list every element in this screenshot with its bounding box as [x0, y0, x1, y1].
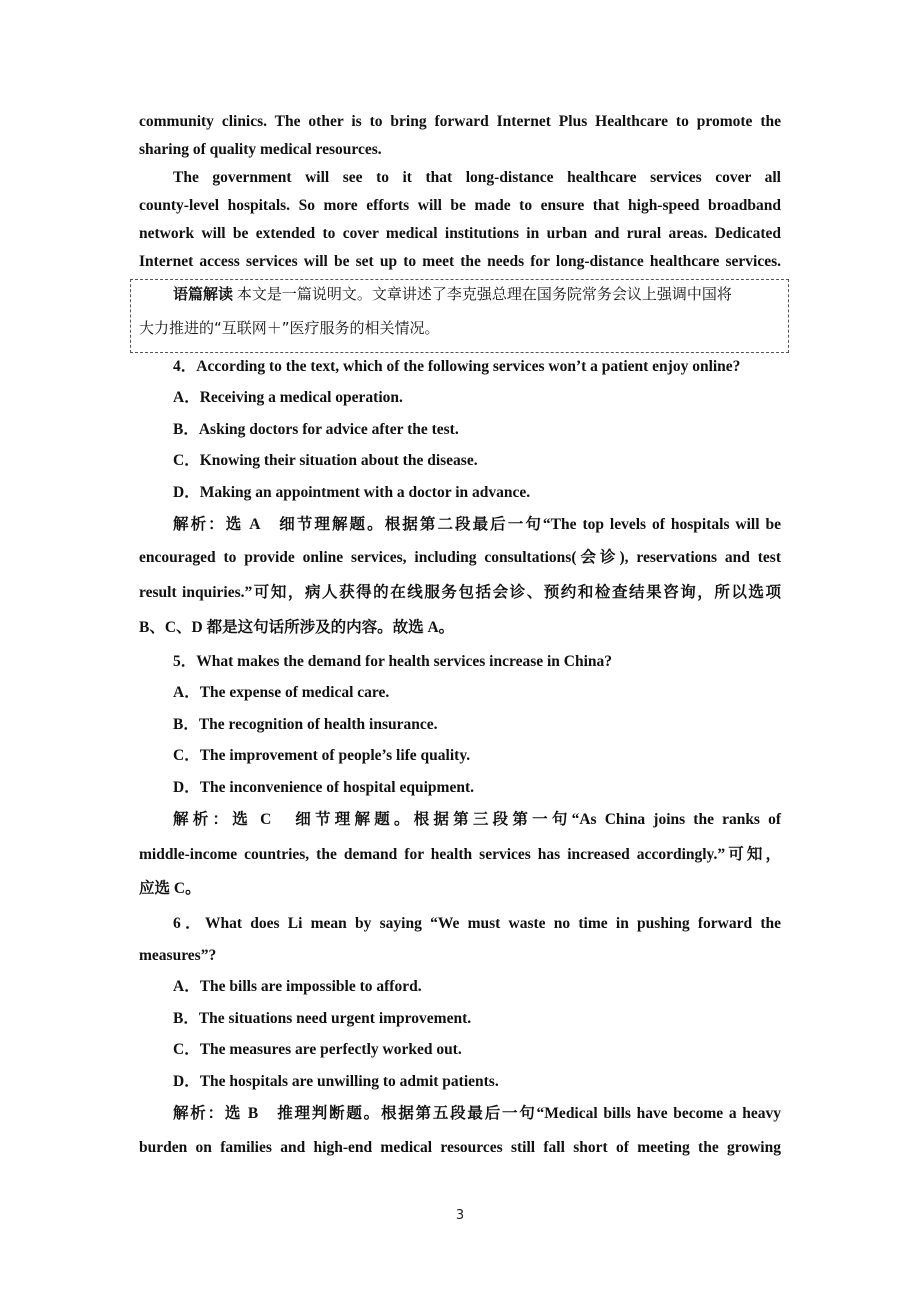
question-4-stem: 4．According to the text, which of the following services won’t a patient enjoy online?	[173, 358, 741, 375]
page-number: 3	[455, 1208, 465, 1223]
question-6-stem-cont: measures”?	[139, 947, 217, 964]
q6-option-b: B．The situations need urgent improvement.	[173, 1010, 472, 1027]
q6-analysis-line: burden on families and high-end medical resources still fall short of meeting the growing	[139, 1139, 781, 1156]
passage-line: county-level hospitals. So more efforts will be made to ensure that high-speed broadband	[139, 197, 781, 214]
passage-line: Internet access services will be set up to meet the needs for long-distance healthcare services.	[139, 253, 781, 270]
summary-line: 大力推进的“互联网＋”医疗服务的相关情况。	[139, 319, 440, 337]
summary-line	[139, 284, 781, 305]
q4-analysis-line: result inquiries.”可知，病人获得的在线服务包括会诊、预约和检查结果咨询，所以选项	[139, 584, 781, 601]
q6-option-d: D．The hospitals are unwilling to admit patients.	[173, 1073, 499, 1090]
passage-line: sharing of quality medical resources.	[139, 141, 382, 158]
q4-option-a: A．Receiving a medical operation.	[173, 389, 403, 406]
q4-option-d: D．Making an appointment with a doctor in advance.	[173, 484, 531, 501]
q5-option-b: B．The recognition of health insurance.	[173, 716, 438, 733]
q5-option-c: C．The improvement of people’s life quality.	[173, 747, 471, 764]
q5-analysis-line: middle-income countries, the demand for health services has increased accordingly.”可知，	[139, 846, 781, 863]
q5-option-a: A．The expense of medical care.	[173, 684, 390, 701]
q5-analysis-line: 应选 C。	[139, 880, 201, 897]
q6-option-c: C．The measures are perfectly worked out.	[173, 1041, 462, 1058]
q4-analysis-line: encouraged to provide online services, including consultations(会诊), reservations and test	[139, 549, 781, 566]
passage-line: The government will see to it that long-distance healthcare services cover all	[173, 169, 781, 186]
passage-line: network will be extended to cover medical institutions in urban and rural areas. Dedicated	[139, 225, 781, 242]
q6-option-a: A．The bills are impossible to afford.	[173, 978, 422, 995]
summary-label: 语篇解读	[173, 285, 234, 303]
summary-text: 本文是一篇说明文。文章讲述了李克强总理在国务院常务会议上强调中国将	[236, 285, 732, 303]
question-5-stem: 5．What makes the demand for health services increase in China?	[173, 653, 613, 670]
q4-option-b: B．Asking doctors for advice after the test.	[173, 421, 459, 438]
question-6-stem: 6．What does Li mean by saying “We must waste no time in pushing forward the	[173, 915, 781, 932]
q4-analysis-line: B、C、D 都是这句话所涉及的内容。故选 A。	[139, 619, 455, 636]
q5-analysis-line: 解析：选 C 细节理解题。根据第三段第一句“As China joins the ranks of	[173, 811, 781, 828]
passage-line: community clinics. The other is to bring forward Internet Plus Healthcare to promote the	[139, 113, 781, 130]
q4-option-c: C．Knowing their situation about the disease.	[173, 452, 478, 469]
q6-analysis-line: 解析：选 B 推理判断题。根据第五段最后一句“Medical bills have become a heavy	[173, 1105, 781, 1122]
q4-analysis-line: 解析：选 A 细节理解题。根据第二段最后一句“The top levels of hospitals will be	[173, 516, 781, 533]
q5-option-d: D．The inconvenience of hospital equipment.	[173, 779, 474, 796]
